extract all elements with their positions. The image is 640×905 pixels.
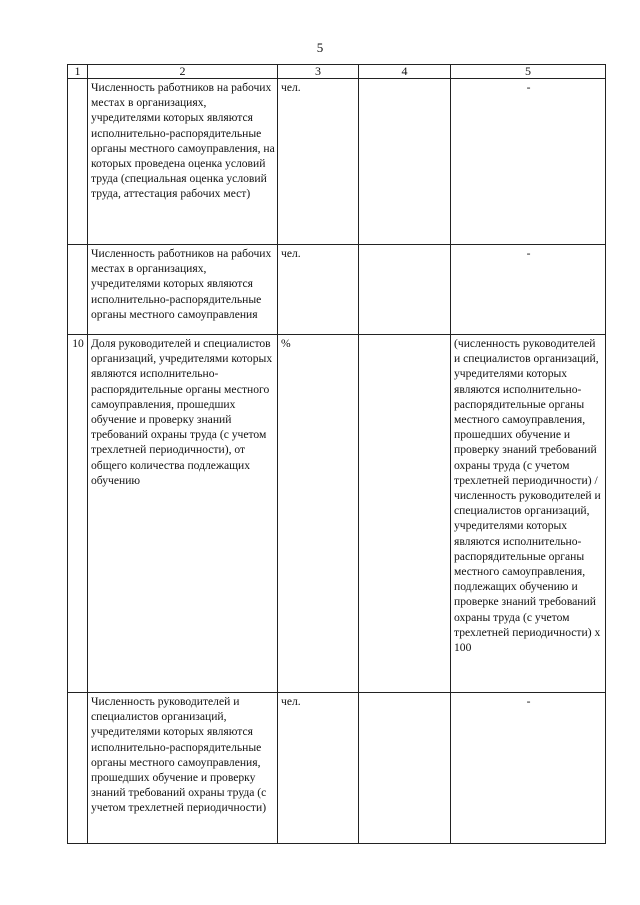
table-header-row: [68, 65, 606, 79]
formula-cell: -: [451, 79, 606, 245]
formula-cell: -: [451, 245, 606, 335]
row-number-cell: [68, 693, 88, 844]
formula-cell: (численность руководителей и специалистов организаций, учредителями которых являются исполнительно-распорядительные органы местного самоуправления, прошедших обучение и проверку знаний требований охраны труда (с учетом трехлетней периодичности) / численность руководителей и специалистов организаций, учредителями которых являются исполнительно-распорядительные органы местного самоуправления, подлежащих обучению и проверке знаний требований охраны труда (с учетом трехлетней периодичности) x 100: [451, 335, 606, 693]
unit-cell: чел.: [278, 79, 359, 245]
column-header: 1: [68, 65, 88, 79]
row-number-cell: 10: [68, 335, 88, 693]
column-header: 2: [88, 65, 278, 79]
indicators-table: [67, 64, 606, 844]
indicator-name-cell: Численность руководителей и специалистов организаций, учредителями которых являются исполнительно-распорядительные органы местного самоуправления, прошедших обучение и проверку знаний требований охраны труда (с учетом трехлетней периодичности): [88, 693, 278, 844]
column-header: 3: [278, 65, 359, 79]
row-number-cell: [68, 79, 88, 245]
indicator-name-cell: Доля руководителей и специалистов организаций, учредителями которых являются исполнительно-распорядительные органы местного самоуправления, прошедших обучение и проверку знаний требований охраны труда (с учетом трехлетней периодичности), от общего количества подлежащих обучению: [88, 335, 278, 693]
page-number: 5: [316, 40, 324, 55]
table-row: [68, 79, 606, 245]
formula-cell: -: [451, 693, 606, 844]
row-number-cell: [68, 245, 88, 335]
unit-cell: чел.: [278, 245, 359, 335]
column-header: 4: [359, 65, 451, 79]
value-cell: [359, 245, 451, 335]
unit-cell: %: [278, 335, 359, 693]
value-cell: [359, 79, 451, 245]
table-row: [68, 245, 606, 335]
value-cell: [359, 693, 451, 844]
indicator-name-cell: Численность работников на рабочих местах в организациях, учредителями которых являются исполнительно-распорядительные органы местного самоуправления, на которых проведена оценка условий труда (специальная оценка условий труда, аттестация рабочих мест): [88, 79, 278, 245]
unit-cell: чел.: [278, 693, 359, 844]
column-header: 5: [451, 65, 606, 79]
value-cell: [359, 335, 451, 693]
table-row: [68, 335, 606, 693]
indicator-name-cell: Численность работников на рабочих местах в организациях, учредителями которых являются исполнительно-распорядительные органы местного самоуправления: [88, 245, 278, 335]
table-row: [68, 693, 606, 844]
